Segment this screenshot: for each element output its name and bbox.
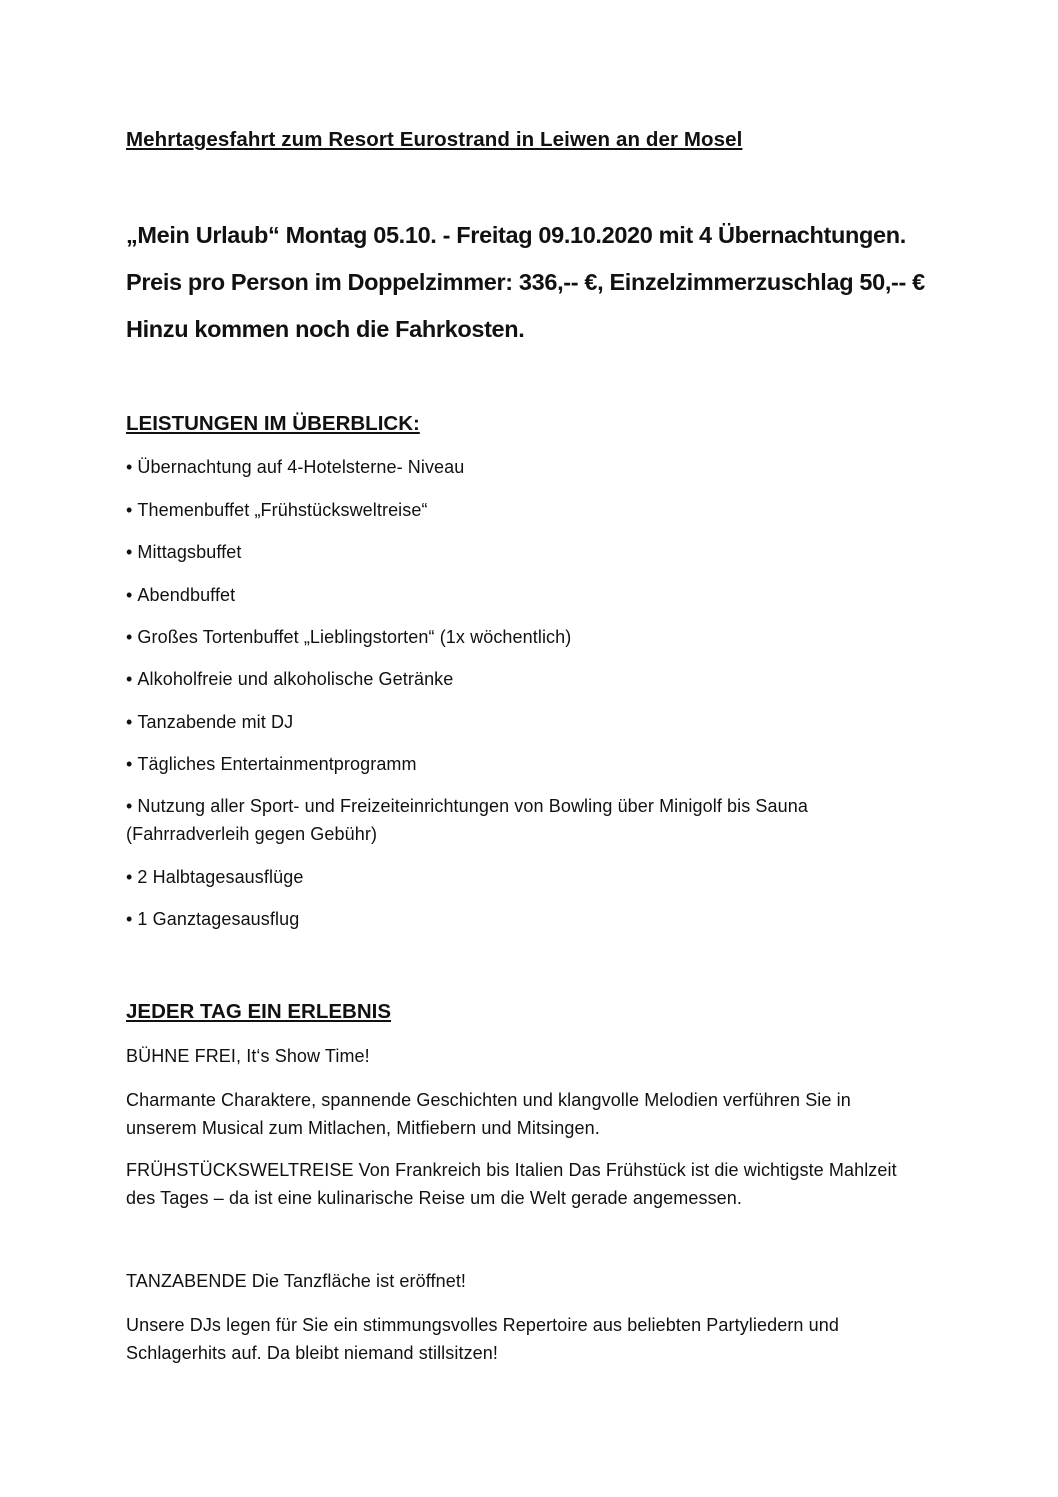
list-item: • Alkoholfreie und alkoholische Getränke xyxy=(126,669,454,689)
show-text-line-2: unserem Musical zum Mitlachen, Mitfiebern und Mitsingen. xyxy=(126,1118,600,1138)
bullet-icon: • xyxy=(126,754,133,774)
bullet-icon: • xyxy=(126,542,133,562)
list-item: • Übernachtung auf 4-Hotelsterne- Niveau xyxy=(126,457,465,477)
show-title: BÜHNE FREI, It‘s Show Time! xyxy=(126,1046,370,1066)
bullet-icon: • xyxy=(126,712,133,732)
document-title: Mehrtagesfahrt zum Resort Eurostrand in Leiwen an der Mosel xyxy=(126,128,743,151)
bullet-icon: • xyxy=(126,909,133,929)
bullet-icon: • xyxy=(126,457,133,477)
list-item: • 1 Ganztagesausflug xyxy=(126,909,300,929)
breakfast-text-line-2: des Tages – da ist eine kulinarische Reise um die Welt gerade angemessen. xyxy=(126,1188,742,1208)
offer-line-travel-costs: Hinzu kommen noch die Fahrkosten. xyxy=(126,316,525,342)
list-item: • 2 Halbtagesausflüge xyxy=(126,867,304,887)
bullet-icon: • xyxy=(126,796,133,816)
bullet-icon: • xyxy=(126,867,133,887)
bullet-icon: • xyxy=(126,627,133,647)
dance-title: TANZABENDE Die Tanzfläche ist eröffnet! xyxy=(126,1271,467,1291)
list-item: • Themenbuffet „Frühstücksweltreise“ xyxy=(126,500,428,520)
dance-text-line-1: Unsere DJs legen für Sie ein stimmungsvolles Repertoire aus beliebten Partyliedern und xyxy=(126,1315,839,1335)
offer-line-price: Preis pro Person im Doppelzimmer: 336,-- €, Einzelzimmerzuschlag 50,-- € xyxy=(126,269,925,295)
bullet-icon: • xyxy=(126,500,133,520)
bullet-icon: • xyxy=(126,585,133,605)
offer-line-dates: „Mein Urlaub“ Montag 05.10. - Freitag 09.10.2020 mit 4 Übernachtungen. xyxy=(126,222,906,248)
list-item: • Nutzung aller Sport- und Freizeiteinrichtungen von Bowling über Minigolf bis Sauna xyxy=(126,796,808,816)
bullet-icon: • xyxy=(126,669,133,689)
list-item: • Tanzabende mit DJ xyxy=(126,712,294,732)
list-item: • Mittagsbuffet xyxy=(126,542,242,562)
daily-heading: JEDER TAG EIN ERLEBNIS xyxy=(126,1000,392,1023)
list-item-continuation: (Fahrradverleih gegen Gebühr) xyxy=(126,824,378,844)
dance-text-line-2: Schlagerhits auf. Da bleibt niemand stillsitzen! xyxy=(126,1343,498,1363)
list-item: • Abendbuffet xyxy=(126,585,236,605)
breakfast-text-line-1: FRÜHSTÜCKSWELTREISE Von Frankreich bis Italien Das Frühstück ist die wichtigste Mahlzeit xyxy=(126,1160,897,1180)
services-heading: LEISTUNGEN IM ÜBERBLICK: xyxy=(126,412,420,435)
list-item: • Tägliches Entertainmentprogramm xyxy=(126,754,417,774)
list-item: • Großes Tortenbuffet „Lieblingstorten“ (1x wöchentlich) xyxy=(126,627,572,647)
show-text-line-1: Charmante Charaktere, spannende Geschichten und klangvolle Melodien verführen Sie in xyxy=(126,1090,851,1110)
